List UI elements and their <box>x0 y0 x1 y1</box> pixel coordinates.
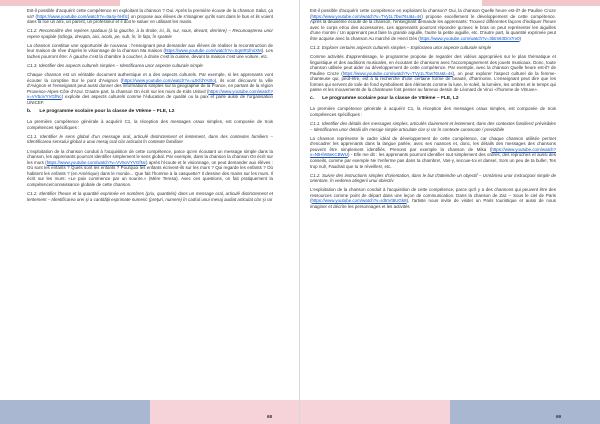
video-link[interactable]: https://www.youtube.com/watch?v=NtHhWaKCBWU <box>310 146 556 158</box>
video-link[interactable]: https://www.youtube.com/watch?v=VV5oVYVGfNc <box>46 159 146 165</box>
paragraph: La chanson représente le cadre idéal de développement de cette compétence, car chaque chanson utilisée permet d'encadrer les apprenants dans la langue parlée, avec ses nuances et, donc, les détails des messages des chansons peuvent être simplement identifiés. Prenons par exemple la chanson de Mika (https://www.youtube.com/watch?v=NtHhWaKCBWU) - Elle me dit : les apprenants pourront identifier tout simplement des ordres, des reproches et aussi des conseils, comme par exemple Ne t'enferme pas dans ta chambre!, Vas-y, secoue-toi et danse!, Sors un peu de ta bulle!, Tes trop nul!, Faudrait que tu te réveilles!, etc. <box>310 135 556 169</box>
book-spine <box>299 0 300 424</box>
video-link[interactable]: https://www.youtube.com/watch?v=SqmR1fmiXM <box>164 48 262 54</box>
left-text-column <box>27 8 273 206</box>
video-link[interactable]: https://www.youtube.com/watch?v=rdtnVt6UGk8 <box>311 198 407 204</box>
footer-blue-band <box>0 400 150 424</box>
right-text-column <box>310 8 556 213</box>
paragraph: Est-il possible d'acquérir cette compétence en exploitant la chanson? Oui, la chanson Quelle heure est-il? de Pauline Croze (https://www.youtube.com/watch?v=TVy1L7bw76U&t=4s) propose excellement le développement de cette compétence. Après la deuxième écoute de la chanson, l'enseignant demande les apprenants: Trouvez différentes façons d'indiquer l'heure avec le corps et/ou des accessoires. Les apprenants pourront répondre qu'avec le bras on peut représenter les aiguilles d'une montre / Un apprenant peut faire la grande aiguille, l'autre la petite aiguille, etc. D'autre part, la quantité exprimée peut être acquise avec la chanson Au marché de Henri Dès (https://www.youtube.com/watch?v=3btm63Dm7m0) <box>310 8 556 41</box>
page-number: 68 <box>267 414 273 419</box>
video-link[interactable]: https://www.youtube.com/watch?v=VV5oVYVGfNc <box>27 88 273 100</box>
paragraph: Chaque chanson est un véritable document authentique et a des aspects culturels. Par exemple, si les apprenants vont écouter la comptine Sur le pont d'Avignon (https://www.youtube.com/watch?v=uJKfdYAt0o), ils vont découvrir la ville d'Avignon et l'enseignant peut aussi donner des informations simples sur la géographie de la France, en partant de la région Provence-Alpes-Côte d'Azur. D'autre part, la chanson On écrit sur les murs de Kids United (https://www.youtube.com/watch?v=VV5oVYVGfNc) exploite des aspects culturels comme l'éducation de qualité ou la paix et parle aussi de l'organisation UNICEF. <box>27 72 273 106</box>
video-link[interactable]: https://www.youtube.com/watch?v=uJKfdYAt0o <box>122 77 215 83</box>
video-link[interactable]: https://www.youtube.com/watch?v=TVy1L7bw76U&t=4s <box>342 70 453 76</box>
top-accent-bar <box>0 0 120 6</box>
footer-pink-band <box>300 400 450 424</box>
competence-c1-1: C1.1. Identifier le sens global d'un message oral, articulé distinctement et lentement, dans des contextes familiers – Identificarea sensului global a unui mesaj oral clar articulat în contexte familiare <box>27 133 273 145</box>
video-link[interactable]: https://www.youtube.com/watch?v=tIa4y-hHfIc <box>37 13 128 19</box>
top-accent-bar <box>482 0 600 6</box>
page-number: 69 <box>556 414 562 419</box>
section-heading: c. Le programme scolaire pour la classe de VIIIème – FLE, L2 <box>310 96 459 102</box>
right-page <box>300 0 600 424</box>
competence-c1-2: C1.2. Reconnaître des repères spatiaux (à la gauche, à la droite, ici, là, sur, sous, devant, derrière) – Recunoaşterea unor repere spaţiale (stânga, dreapta, aici, acolo, pe, sub, în, în faţa, în spatele <box>27 28 273 39</box>
video-link[interactable]: https://www.youtube.com/watch?v=TVy1L7bw76U&t=4s <box>311 13 422 19</box>
paragraph: La première compétence générale à acquérir C1, la réception des messages oraux simples, est composée de trois compétences spécifiques : <box>310 106 556 117</box>
paragraph: Comme activités d'apprentissage, le programme propose de regarder des vidéos appropriées sur le plan thématique et linguistique et des auditions musicales, en écoutant de chansons avec l'accompagnement des jouets musicaux. Donc, toute chanson utilisée peut aider au développement de cette compétence. Par exemple, avec la chanson Quelle heure est-il? de Pauline Croze (https://www.youtube.com/watch?v=TVy1L7bw76U&t=4s), on peut explorer l'aspect culturel de la femme-chanteuse qui, peut-être, est à la recherche d'une certaine forme de beauté, d'harmonie. L'enseignant peut dire que les formes qui servent de toile de fond symbolisent des éléments comme la lune, le soleil, la lumière, les ombres et le temps qui passe et les mouvements de la chanteuse font penser au fameux dessin de Léonard de Vinci «l'homme de Vitruve». <box>310 54 556 93</box>
video-link[interactable]: https://www.youtube.com/watch?v=3btm63Dm7m0 <box>419 35 520 41</box>
footer-pink-band <box>150 400 300 424</box>
paragraph: La première compétence générale à acquérir C1, la réception des messages oraux simples, est composée de trois compétences spécifiques : <box>27 119 273 130</box>
footer-blue-band <box>450 400 600 424</box>
paragraph: La chanson constitue une opportunité de nouveau : l'enseignant peut demander aux élèves de réaliser la reconstruction de leur maison de rêve d'après le visionnage de la chanson Ma maison (https://www.youtube.com/watch?v=SqmR1fmiXM). Les taches pourront être: À gauche c'est la chambre à coucher, à droite c'est la cuisine, devant la maison c'est une voiture, etc. <box>27 42 273 60</box>
competence-c1-1: C1.1. Identifier des détails des messages simples, articulés clairement et lentement, dans des contextes familiers/ prévisibles – Identificarea unor detalii din mesaje simple articulate clar şi rar în contexte cunoscute / previzibile <box>310 121 556 132</box>
paragraph: L'exploitation de la chanson conduit à l'acquisition de cette compétence, parce qu'en écoutant un message simple dans la chanson, les apprenants pourront identifier simplement le sens global. Par exemple, dans la chanson la chanson On écrit sur les murs (https://www.youtube.com/watch?v=VV5oVYVGfNc) après l'écoute et le visionnage, on peut demander aux élèves : Où sont les enfants ? Quels sont les enfants ? Pourquoi les enfants écrivent-ils sur les murs ? Qui regarde les enfants ? Où habitent les enfants ? (en Amérique) dans le monde... Que fait l'homme à la casquette? Il dessine des mains sur les murs. Il écrit sur les murs: «Le paix commence par un sourire.» (Mère Teresa). Avec ces questions, on fait pratiquement la compétence/connaissance globale de cette chanson. <box>27 148 273 187</box>
competence-c1-2: C1.2. Suivre des instructions simples d'orientation, dans le but d'atteindre un objectif – Urmărirea unor instrucţiuni simple de orientare, în vederea atingerii unui obiectiv <box>310 172 556 184</box>
paragraph: L'exploitation de la chanson conduit à l'acquisition de cette compétence, parce qu'il y a des chansons qui peuvent être des ressources comme point de départ dans une leçon de communication. Dans la chanson de Zaz – Sous le ciel de Paris (https://www.youtube.com/watch?v=rdtnVt6UGk8), l'artiste nous invite de visiter un Paris touristique et aussi de nous imaginer et décrire les personnages et les activités <box>310 187 556 210</box>
section-heading: b. Le programme scolaire pour la classe de VIIème – FLE, L2 <box>27 109 175 115</box>
competence-c1-3: C1.3. Explorer certains aspects culturels simples – Explorarea unor aspecte culturale simple <box>310 44 492 50</box>
competence-c1-2b: C1.2. Identifier l'heure et la quantité exprimée en nombres (prix, quantités) dans un message oral, articulé distinctement et lentement – Identificarea orei şi a cantităţii exprimate numeric (preţuri, numere) în cadrul unui mesaj audiat articulat clar şi rar <box>27 190 273 202</box>
competence-c1-3: C1.3. Identifier des aspects culturels simples – Identificarea unor aspecte culturale simple <box>27 63 203 69</box>
paragraph: Est-il possible d'acquérir cette compétence en exploitant la chanson ? Oui. Après la première écoute de la chanson Salut, ça va? (https://www.youtube.com/watch?v=tIa4y-hHfIc) on propose aux élèves de s'imaginer qu'ils sont dans le bus et ils voient dans la rue un ami, un parent, un professeur et il doit le saluer en utilisant les mains. <box>27 8 273 25</box>
